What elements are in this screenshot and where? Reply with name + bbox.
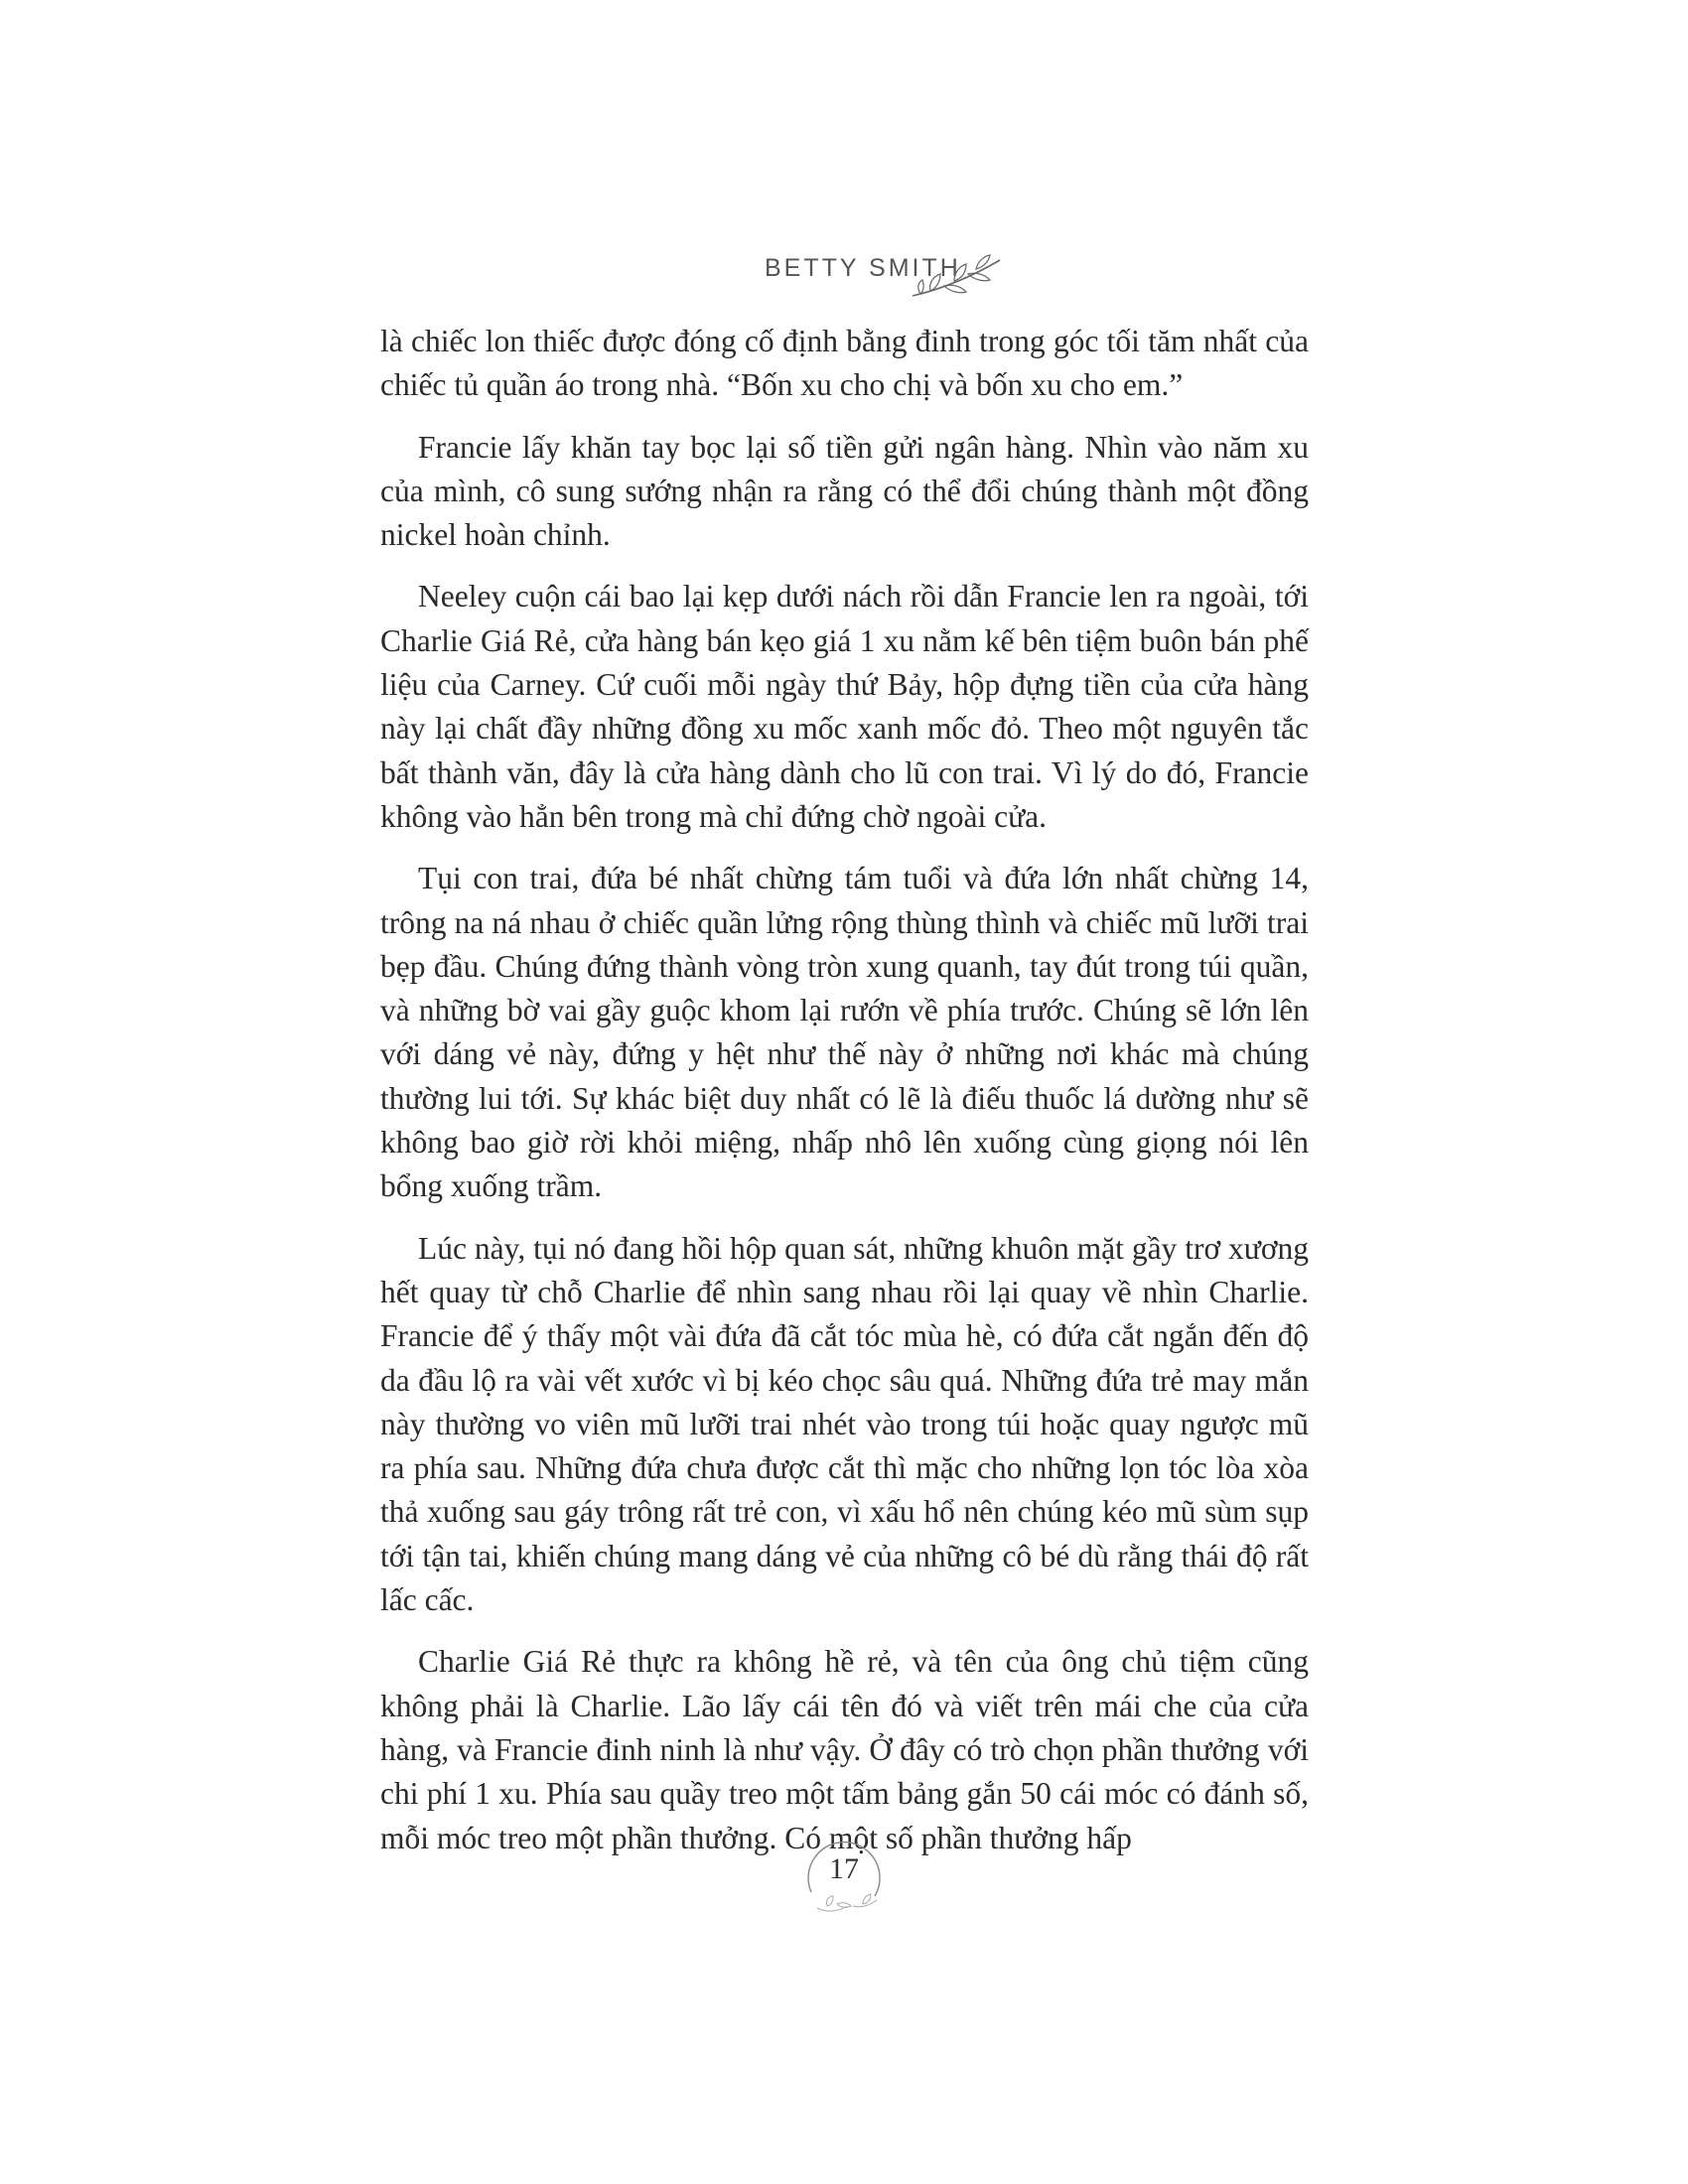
leaf-branch-icon (909, 246, 1008, 311)
page-number: 17 (829, 1852, 859, 1885)
paragraph: Francie lấy khăn tay bọc lại số tiền gửi ngân hàng. Nhìn vào năm xu của mình, cô sung sướng nhận ra rằng có thể đổi chúng thành một đồng nickel hoàn chỉnh. (380, 429, 1309, 553)
paragraph: Tụi con trai, đứa bé nhất chừng tám tuổi và đứa lớn nhất chừng 14, trông na ná nhau ở chiếc quần lửng rộng thùng thình và chiếc mũ lưỡi trai bẹp đầu. Chúng đứng thành vòng tròn xung quanh, tay đút trong túi quần, và những bờ vai gầy guộc khom lại rướn về phía trước. Chúng sẽ lớn lên với dáng vẻ này, đứng y hệt như thế này ở những nơi khác mà chúng thường lui tới. Sự khác biệt duy nhất có lẽ là điếu thuốc lá dường như sẽ không bao giờ rời khỏi miệng, nhấp nhô lên xuống cùng giọng nói lên bổng xuống trầm. (380, 861, 1309, 1204)
page-number-badge (797, 1835, 891, 1928)
running-header (0, 246, 1688, 306)
paragraph: Neeley cuộn cái bao lại kẹp dưới nách rồi dẫn Francie len ra ngoài, tới Charlie Giá Rẻ, cửa hàng bán kẹo giá 1 xu nằm kế bên tiệm buôn bán phế liệu của Carney. Cứ cuối mỗi ngày thứ Bảy, hộp đựng tiền của cửa hàng này lại chất đầy những đồng xu mốc xanh mốc đỏ. Theo một nguyên tắc bất thành văn, đây là cửa hàng dành cho lũ con trai. Vì lý do đó, Francie không vào hẳn bên trong mà chỉ đứng chờ ngoài cửa. (380, 579, 1309, 834)
paragraph: Charlie Giá Rẻ thực ra không hề rẻ, và tên của ông chủ tiệm cũng không phải là Charlie. Lão lấy cái tên đó và viết trên mái che của cửa hàng, và Francie đinh ninh là như vậy. Ở đây có trò chọn phần thưởng với chi phí 1 xu. Phía sau quầy treo một tấm bảng gắn 50 cái móc có đánh số, mỗi móc treo một phần thưởng. Có một số phần thưởng hấp (380, 1644, 1309, 1855)
author-name: BETTY SMITH (765, 254, 961, 282)
body-text (380, 320, 1309, 1878)
paragraph: Lúc này, tụi nó đang hồi hộp quan sát, những khuôn mặt gầy trơ xương hết quay từ chỗ Charlie để nhìn sang nhau rồi lại quay về nhìn Charlie. Francie để ý thấy một vài đứa đã cắt tóc mùa hè, có đứa cắt ngắn đến độ da đầu lộ ra vài vết xước vì bị kéo chọc sâu quá. Những đứa trẻ may mắn này thường vo viên mũ lưỡi trai nhét vào trong túi hoặc quay ngược mũ ra phía sau. Những đứa chưa được cắt thì mặc cho những lọn tóc lòa xòa thả xuống sau gáy trông rất trẻ con, vì xấu hổ nên chúng kéo mũ sùm sụp tới tận tai, khiến chúng mang dáng vẻ của những cô bé dù rằng thái độ rất lấc cấc. (380, 1230, 1309, 1618)
paragraph: là chiếc lon thiếc được đóng cố định bằng đinh trong góc tối tăm nhất của chiếc tủ quần áo trong nhà. “Bốn xu cho chị và bốn xu cho em.” (380, 324, 1309, 403)
